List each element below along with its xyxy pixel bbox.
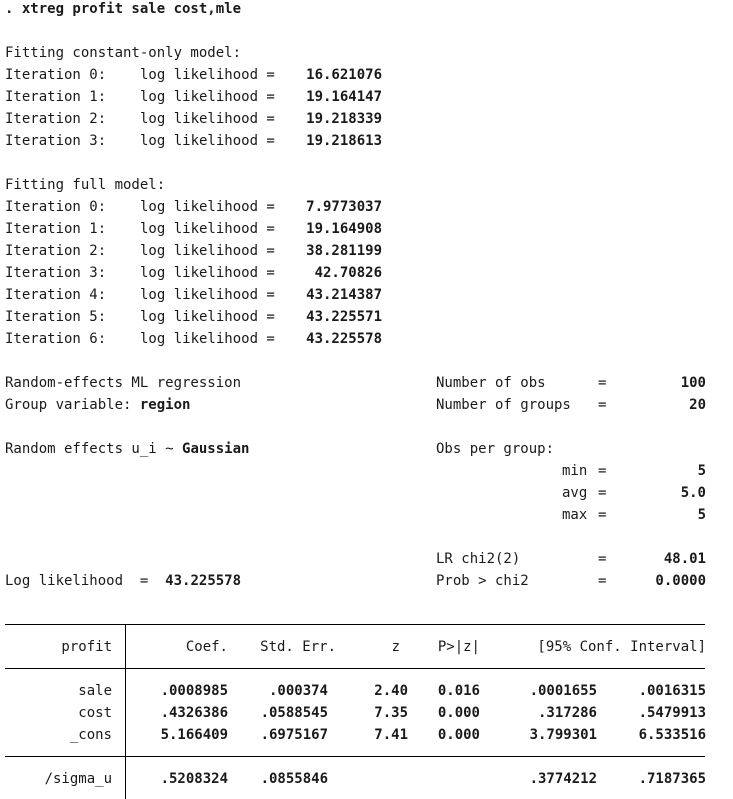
avg-eq: =	[598, 485, 607, 501]
row-p: 0.000	[437, 727, 480, 743]
row-ci-low: .0001655	[529, 683, 597, 699]
group-variable-label: Group variable:	[5, 397, 132, 413]
nobs-eq: =	[598, 375, 607, 391]
row-se: .000374	[268, 683, 328, 699]
iteration-label: Iteration 0:	[5, 67, 107, 83]
iteration-text: log likelihood =	[140, 67, 275, 83]
log-likelihood-value: 43.225578	[165, 573, 242, 589]
row-ci-high: .5479913	[638, 705, 706, 721]
row-coef: .0008985	[160, 683, 228, 699]
row-p: 0.000	[437, 705, 480, 721]
iteration-label: Iteration 0:	[5, 199, 107, 215]
row-name: _cons	[69, 727, 112, 743]
row-ci-low: .317286	[537, 705, 597, 721]
se-header: Std. Err.	[260, 639, 336, 655]
row-se: .0588545	[260, 705, 328, 721]
sigma-u-se: .0855846	[260, 771, 328, 787]
iteration-text: log likelihood =	[140, 309, 275, 325]
command-line: . xtreg profit sale cost,mle	[5, 1, 242, 17]
row-z: 7.35	[374, 705, 408, 721]
random-effects-dist: Gaussian	[182, 441, 250, 457]
p-header: P>|z|	[437, 639, 480, 655]
sigma-u-ci-high: .7187365	[638, 771, 706, 787]
iteration-label: Iteration 5:	[5, 309, 107, 325]
lr-chi2-eq: =	[598, 551, 607, 567]
avg-value: 5.0	[680, 485, 706, 501]
iteration-value: 43.214387	[306, 287, 382, 303]
iteration-value: 7.9773037	[306, 199, 382, 215]
row-coef: .4326386	[160, 705, 228, 721]
iteration-label: Iteration 1:	[5, 89, 107, 105]
lr-chi2-label: LR chi2(2)	[436, 551, 521, 567]
iteration-value: 43.225571	[306, 309, 382, 325]
row-coef: 5.166409	[160, 727, 228, 743]
iteration-text: log likelihood =	[140, 89, 275, 105]
row-z: 2.40	[374, 683, 408, 699]
group-variable-value: region	[139, 397, 191, 413]
log-likelihood-label: Log likelihood	[5, 573, 124, 589]
max-value: 5	[697, 507, 706, 523]
row-ci-high: .0016315	[638, 683, 706, 699]
iteration-value: 38.281199	[306, 243, 382, 259]
iteration-label: Iteration 3:	[5, 265, 107, 281]
iteration-label: Iteration 6:	[5, 331, 107, 347]
table-sigma-rule	[5, 756, 705, 757]
iteration-text: log likelihood =	[140, 287, 275, 303]
max-label: max	[562, 507, 588, 523]
iteration-text: log likelihood =	[140, 331, 275, 347]
random-effects-line	[5, 438, 249, 460]
ngroups-eq: =	[598, 397, 607, 413]
model-title: Random-effects ML regression	[5, 375, 242, 391]
iteration-text: log likelihood =	[140, 133, 275, 149]
depvar-header: profit	[61, 639, 112, 655]
iteration-value: 43.225578	[306, 331, 382, 347]
max-eq: =	[598, 507, 607, 523]
nobs-label: Number of obs	[436, 375, 546, 391]
iteration-value: 19.218613	[306, 133, 382, 149]
iteration-label: Iteration 1:	[5, 221, 107, 237]
ngroups-label: Number of groups	[436, 397, 571, 413]
log-likelihood-line	[5, 570, 241, 592]
iteration-text: log likelihood =	[140, 111, 275, 127]
sigma-u-coef: .5208324	[160, 771, 228, 787]
iteration-text: log likelihood =	[140, 199, 275, 215]
full-model-heading: Fitting full model:	[5, 177, 166, 193]
iteration-text: log likelihood =	[140, 243, 275, 259]
prob-chi2-eq: =	[598, 573, 607, 589]
iteration-label: Iteration 4:	[5, 287, 107, 303]
z-header: z	[391, 639, 400, 655]
nobs-value: 100	[680, 375, 706, 391]
table-vertical-rule	[125, 624, 126, 799]
iteration-label: Iteration 2:	[5, 111, 107, 127]
row-ci-low: 3.799301	[529, 727, 597, 743]
iteration-text: log likelihood =	[140, 221, 275, 237]
ngroups-value: 20	[689, 397, 706, 413]
min-eq: =	[598, 463, 607, 479]
iteration-value: 19.164908	[306, 221, 382, 237]
table-header-rule	[5, 668, 705, 669]
log-likelihood-eq: =	[139, 573, 149, 589]
lr-chi2-value: 48.01	[663, 551, 706, 567]
constant-only-heading: Fitting constant-only model:	[5, 45, 242, 61]
prob-chi2-label: Prob > chi2	[436, 573, 529, 589]
row-name: sale	[78, 683, 112, 699]
iteration-label: Iteration 3:	[5, 133, 107, 149]
group-variable-line	[5, 394, 190, 416]
prob-chi2-value: 0.0000	[655, 573, 706, 589]
row-z: 7.41	[374, 727, 408, 743]
row-name: cost	[78, 705, 112, 721]
ci-header: [95% Conf. Interval]	[537, 639, 706, 655]
row-ci-high: 6.533516	[638, 727, 706, 743]
iteration-value: 19.164147	[306, 89, 382, 105]
iteration-text: log likelihood =	[140, 265, 275, 281]
coef-header: Coef.	[185, 639, 228, 655]
iteration-value: 42.70826	[314, 265, 382, 281]
table-top-rule	[5, 624, 705, 625]
min-label: min	[562, 463, 588, 479]
iteration-label: Iteration 2:	[5, 243, 107, 259]
row-p: 0.016	[437, 683, 480, 699]
random-effects-label: Random effects u_i ~	[5, 441, 174, 457]
obs-per-group-label: Obs per group:	[436, 441, 555, 457]
avg-label: avg	[562, 485, 588, 501]
iteration-value: 19.218339	[306, 111, 382, 127]
sigma-u-name: /sigma_u	[44, 771, 112, 787]
iteration-value: 16.621076	[306, 67, 382, 83]
sigma-u-ci-low: .3774212	[529, 771, 597, 787]
row-se: .6975167	[260, 727, 328, 743]
min-value: 5	[697, 463, 706, 479]
